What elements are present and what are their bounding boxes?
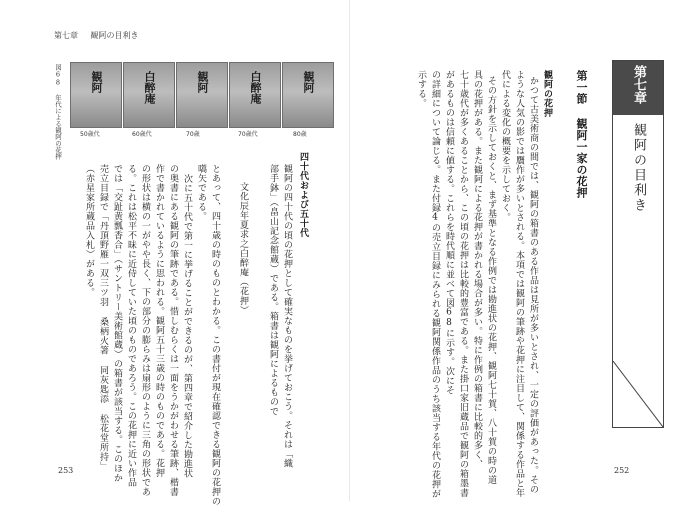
left-col-14: 売立目録で「丹頂野雁一双三ツ羽 桑柄火箸 同灰匙添 松花堂所持」: [98, 164, 108, 471]
chapter-box: [612, 60, 664, 428]
kao-photo-3: [176, 62, 228, 128]
kao-caption-3: 70歳: [186, 131, 200, 138]
kao-photo-5-mark: 観阿: [90, 71, 103, 93]
page-gutter: [349, 0, 350, 501]
right-col-7: 具の花押がある。また観阿による花押が書かれる場合が多い。特に作例の箱書に比較的多く、: [472, 70, 482, 469]
left-col-8: 次に五十代で第一に挙げることができるのが、第四章で紹介した勘進状: [182, 174, 192, 478]
right-col-6: その方針を示しておくと、まず基準となる作例では勘進状の花押、観阿七十賀、八十賀の時の道: [486, 76, 496, 485]
kao-caption-1: 80歳: [293, 131, 307, 138]
right-col-11: 示する。: [416, 70, 426, 108]
kao-photo-4: [123, 62, 175, 128]
left-col-15: （赤星家所蔵品入札）がある。: [84, 164, 94, 297]
right-col-8: 七十歳代が多くあることから、この頃の花押は比較的豊富である。また掛口家旧蔵品で観阿の箱墨書: [458, 70, 468, 498]
right-col-3: かつて古美術商の間では、観阿の箱書のある作品は見所が多いとされ、一定の評価があった。その: [528, 76, 538, 494]
left-col-13: では「交趾黄瓢香合」（サントリー美術館蔵）の箱書が該当する。このほか: [112, 164, 122, 483]
kao-photo-1: [282, 62, 334, 128]
left-col-7: 嚆矢である。: [196, 164, 206, 221]
kao-photo-5: [70, 62, 122, 128]
kao-photo-3-mark: 観阿: [196, 71, 209, 93]
left-col-11: の形状は横の一がやや長く、下の部分の膨らみは扇形のように三角の形状であ: [140, 164, 150, 497]
chapter-box-chapter: 第七章: [631, 65, 646, 104]
left-col-6: とあって、四十歳の時のものとわかる。この書付が現在確認できる観阿の花押の: [210, 164, 220, 506]
left-col-12: る。これは松平不昧に近侍していた頃のものであろう。この花押に近い作品: [126, 164, 136, 487]
left-folio: 253: [58, 466, 74, 475]
right-col-10: の詳細について論じる。また付録4の売立目録にみられる観阿関係作品のうち該当する年代の花押が: [430, 70, 440, 499]
kao-caption-5: 50歳代: [80, 131, 100, 138]
chapter-box-title: 観阿の目利き: [631, 123, 646, 213]
right-col-5: 代による変化の概要を示しておく。: [500, 70, 510, 222]
kao-caption-2: 70歳代: [238, 131, 258, 138]
figure-label: 図68 年代による観阿の花押: [54, 64, 62, 160]
running-header: [54, 30, 149, 41]
left-col-4: 文化辰年夏求之白醉庵（花押）: [238, 182, 248, 315]
running-header-title: 観阿の目利き: [90, 31, 139, 40]
kao-caption-4: 60歳代: [132, 131, 152, 138]
right-col-9: があるものは信頼に値する。これらを時代順に並べて図68に示す。次にそ: [444, 70, 454, 395]
kao-photo-4-mark: 白醉庵: [143, 71, 156, 104]
right-col-0: 第一節 観阿一家の花押: [575, 70, 588, 199]
left-col-1: 観阿の四十代の頃の花押として確実なものを挙げておこう。それは「織: [282, 164, 292, 468]
chapter-box-diagonal: [613, 361, 663, 427]
left-col-0: 四十代および五十代: [298, 152, 308, 238]
left-col-10: 作で書かれているように思われる。観阿五十三歳の時のものである。花押: [154, 164, 164, 478]
right-col-2: 観阿の花押: [542, 70, 552, 118]
kao-photo-2-mark: 白醉庵: [249, 71, 262, 104]
left-col-2: 部手鉢」（畠山記念館蔵）である。箱書は観阿によるもので: [268, 164, 278, 416]
right-folio: 252: [614, 466, 630, 475]
left-col-9: の奥書にある観阿の筆跡である。惜しむらくは一面をうかがわせる筆跡、楷書: [168, 164, 178, 497]
kao-photo-1-mark: 観阿: [302, 71, 315, 93]
kao-photo-row: [70, 62, 332, 126]
running-header-chapter: 第七章: [54, 31, 78, 40]
kao-photo-2: [229, 62, 281, 128]
right-col-4: ような人気の影では贋作が多いとされる。本項では観阿の筆跡や花押に注目して、関係する作品と年: [514, 70, 524, 498]
